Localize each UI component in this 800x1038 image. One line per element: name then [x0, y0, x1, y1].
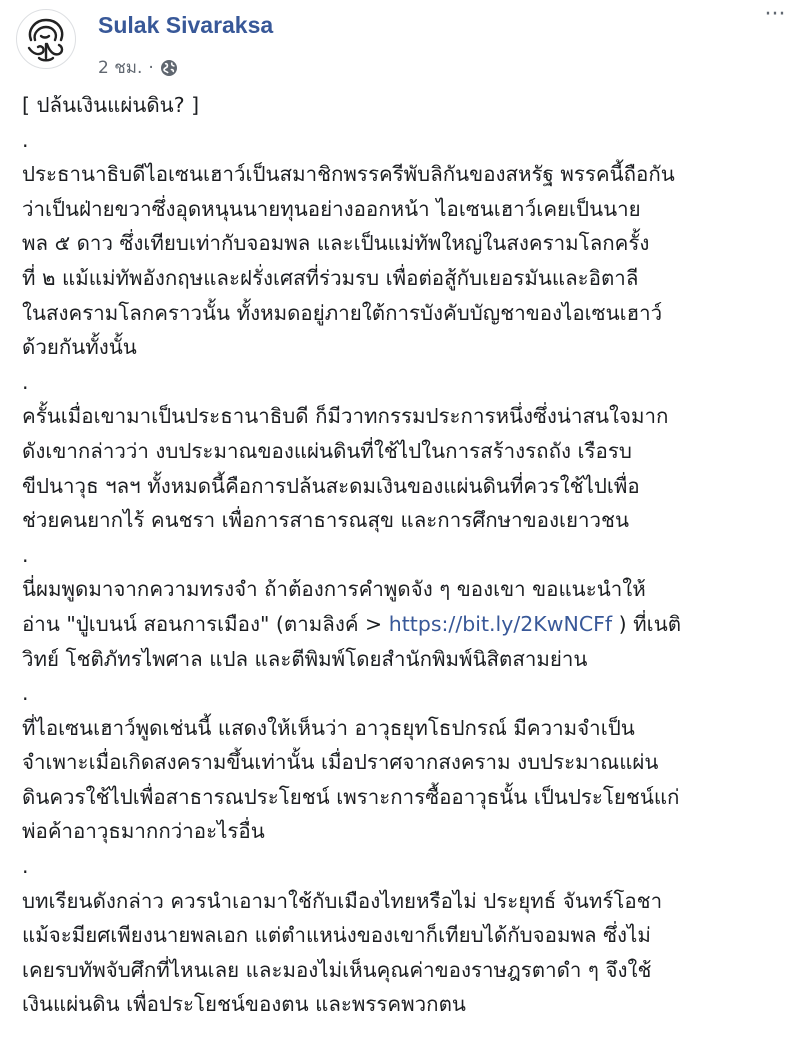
avatar-logo-icon [17, 10, 75, 68]
post-text-line: บทเรียนดังกล่าว ควรนำเอามาใช้กับเมืองไทยหรือไม่ ประยุทธ์ จันทร์โอชา [22, 888, 663, 913]
post-text-line: จำเพาะเมื่อเกิดสงครามขึ้นเท่านั้น เมื่อปราศจากสงคราม งบประมาณแผ่น [22, 750, 659, 775]
post-text-line: ที่ ๒ แม้แม่ทัพอังกฤษและฝรั่งเศสที่ร่วมรบ เพื่อต่อสู้กับเยอรมันและอิตาลี [22, 265, 639, 290]
post-link[interactable]: https://bit.ly/2KwNCFf [388, 611, 613, 636]
post-text-line: ดังเขากล่าวว่า งบประมาณของแผ่นดินที่ใช้ไปในการสร้างรถถัง เรือรบ [22, 438, 632, 463]
post-text-line: ด้วยกันทั้งนั้น [22, 335, 137, 360]
post-text-line: ครั้นเมื่อเขามาเป็นประธานาธิบดี ก็มีวาทกรรมประการหนึ่งซึ่งน่าสนใจมาก [22, 404, 669, 429]
post-text-segment: อ่าน "ปู่เบนน์ สอนการเมือง" (ตามลิงค์ > [22, 611, 389, 636]
post-text-line: . [22, 681, 29, 706]
more-options-icon[interactable]: ··· [764, 2, 786, 27]
post-text-line: เคยรบทัพจับศึกที่ไหนเลย และมองไม่เห็นคุณค่าของราษฎรตาดำ ๆ จึงใช้ [22, 957, 652, 982]
author-avatar[interactable] [16, 9, 76, 69]
post-text-line: ที่ไอเซนเฮาว์พูดเช่นนี้ แสดงให้เห็นว่า อาวุธยุทโธปกรณ์ มีความจำเป็น [22, 715, 635, 740]
post-text-segment: ) ที่เนติ [612, 611, 682, 636]
post-text-line: . [22, 369, 29, 394]
post-text-line: ในสงครามโลกคราวนั้น ทั้งหมดอยู่ภายใต้การบังคับบัญชาของไอเซนเฮาว์ [22, 300, 663, 325]
author-name[interactable]: Sulak Sivaraksa [98, 12, 274, 38]
post-text-line: ดินควรใช้ไปเพื่อสาธารณประโยชน์ เพราะการซื้ออาวุธนั้น เป็นประโยชน์แก่ [22, 784, 680, 809]
globe-icon[interactable] [160, 59, 178, 77]
post-text-line: ช่วยคนยากไร้ คนชรา เพื่อการสาธารณสุข และการศึกษาของเยาวชน [22, 508, 629, 533]
post-text-line: . [22, 127, 29, 152]
post-text-line: . [22, 542, 29, 567]
meta-separator: · [148, 57, 154, 78]
post-text-line [22, 607, 792, 642]
post-meta [98, 54, 178, 81]
post-text-line: . [22, 854, 29, 879]
post-timestamp[interactable]: 2 ชม. [98, 58, 143, 78]
post-header [10, 2, 790, 78]
post-text-line: ขีปนาวุธ ฯลฯ ทั้งหมดนี้คือการปล้นสะดมเงินของแผ่นดินที่ควรใช้ไปเพื่อ [22, 473, 640, 498]
post-text-line: พ่อค้าอาวุธมากกว่าอะไรอื่น [22, 819, 265, 844]
post-text-line: เงินแผ่นดิน เพื่อประโยชน์ของตน และพรรคพวกตน [22, 992, 466, 1017]
post-text-line: ว่าเป็นฝ่ายขวาซึ่งอุดหนุนนายทุนอย่างออกหน้า ไอเซนเฮาว์เคยเป็นนาย [22, 196, 641, 221]
post-text-line: นี่ผมพูดมาจากความทรงจำ ถ้าต้องการคำพูดจัง ๆ ของเขา ขอแนะนำให้ [22, 577, 646, 602]
post-body [22, 88, 792, 1022]
post-text-line: ประธานาธิบดีไอเซนเฮาว์เป็นสมาชิกพรรครีพับลิกันของสหรัฐ พรรคนี้ถือกัน [22, 162, 675, 187]
post-text-line: พล ๕ ดาว ซึ่งเทียบเท่ากับจอมพล และเป็นแม่ทัพใหญ่ในสงครามโลกครั้ง [22, 231, 650, 256]
post-text-line: แม้จะมียศเพียงนายพลเอก แต่ตำแหน่งของเขาก็เทียบได้กับจอมพล ซึ่งไม่ [22, 923, 651, 948]
post-text-line: [ ปล้นเงินแผ่นดิน? ] [22, 93, 200, 117]
post-text-line: วิทย์ โชติภัทรไพศาล แปล และตีพิมพ์โดยสำนักพิมพ์นิสิตสามย่าน [22, 646, 588, 671]
